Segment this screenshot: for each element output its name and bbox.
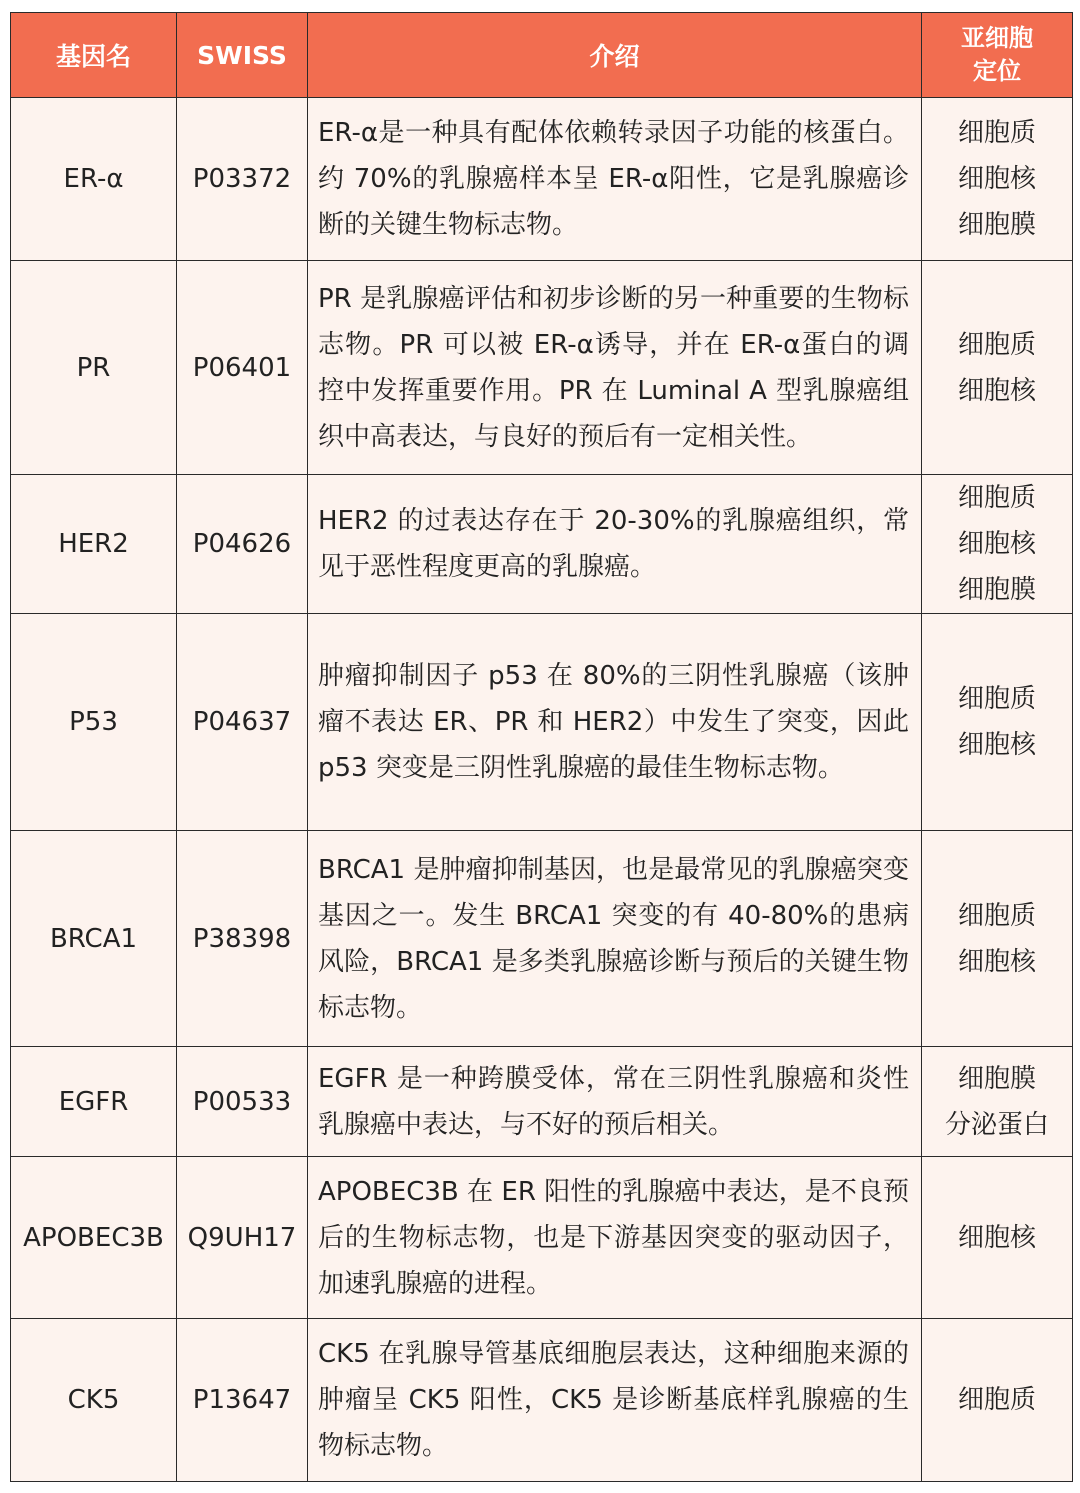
header-location (922, 13, 1073, 98)
description-cell: ER-α是一种具有配体依赖转录因子功能的核蛋白。约 70%的乳腺癌样本呈 ER-α阳性，它是乳腺癌诊断的关键生物标志物。 (308, 98, 922, 261)
header-row (11, 13, 1073, 98)
header-location-line2: 定位 (973, 57, 1021, 85)
swiss-cell: P13647 (177, 1319, 308, 1482)
location-item: 细胞核 (957, 730, 1036, 760)
table-row (11, 98, 1073, 261)
description-cell: CK5 在乳腺导管基底细胞层表达，这种细胞来源的肿瘤呈 CK5 阳性，CK5 是诊断基底样乳腺癌的生物标志物。 (308, 1319, 922, 1482)
location-cell (922, 98, 1073, 261)
description-cell: APOBEC3B 在 ER 阳性的乳腺癌中表达，是不良预后的生物标志物，也是下游基因突变的驱动因子，加速乳腺癌的进程。 (308, 1157, 922, 1319)
table-row (11, 1047, 1073, 1157)
header-location-line1: 亚细胞 (961, 24, 1033, 52)
location-item: 细胞核 (957, 529, 1036, 559)
header-intro: 介绍 (308, 13, 922, 98)
gene-cell: PR (11, 261, 177, 475)
location-item: 细胞质 (957, 684, 1036, 714)
swiss-cell: P03372 (177, 98, 308, 261)
location-cell (922, 261, 1073, 475)
swiss-cell: P04637 (177, 614, 308, 831)
gene-cell: HER2 (11, 475, 177, 614)
location-item: 细胞核 (957, 375, 1036, 406)
location-item: 细胞质 (957, 483, 1036, 513)
location-item: 细胞膜 (957, 575, 1036, 605)
description-cell: PR 是乳腺癌评估和初步诊断的另一种重要的生物标志物。PR 可以被 ER-α诱导，并在 ER-α蛋白的调控中发挥重要作用。PR 在 Luminal A 型乳腺癌组织中高表达，与良好的预后有一定相关性。 (308, 261, 922, 475)
table-row (11, 1157, 1073, 1319)
table-row (11, 831, 1073, 1047)
gene-table-container (10, 12, 1072, 1482)
location-cell (922, 614, 1073, 831)
swiss-cell: P00533 (177, 1047, 308, 1157)
table-row (11, 261, 1073, 475)
table-row (11, 614, 1073, 831)
gene-cell: CK5 (11, 1319, 177, 1482)
header-gene: 基因名 (11, 13, 177, 98)
description-cell: BRCA1 是肿瘤抑制基因，也是最常见的乳腺癌突变基因之一。发生 BRCA1 突变的有 40-80%的患病风险，BRCA1 是多类乳腺癌诊断与预后的关键生物标志物。 (308, 831, 922, 1047)
swiss-cell: P04626 (177, 475, 308, 614)
table-body (11, 98, 1073, 1482)
location-cell (922, 831, 1073, 1047)
swiss-cell: P06401 (177, 261, 308, 475)
gene-cell: BRCA1 (11, 831, 177, 1047)
location-item: 细胞质 (957, 329, 1036, 360)
table-row (11, 1319, 1073, 1482)
location-item: 细胞核 (957, 946, 1036, 977)
gene-cell: ER-α (11, 98, 177, 261)
location-cell (922, 1047, 1073, 1157)
location-cell (922, 1319, 1073, 1482)
gene-cell: EGFR (11, 1047, 177, 1157)
location-item: 细胞质 (957, 1385, 1036, 1415)
description-cell: 肿瘤抑制因子 p53 在 80%的三阴性乳腺癌（该肿瘤不表达 ER、PR 和 HER2）中发生了突变，因此 p53 突变是三阴性乳腺癌的最佳生物标志物。 (308, 614, 922, 831)
location-item: 细胞核 (957, 1222, 1036, 1253)
description-cell: HER2 的过表达存在于 20-30%的乳腺癌组织，常见于恶性程度更高的乳腺癌。 (308, 475, 922, 614)
swiss-cell: P38398 (177, 831, 308, 1047)
description-cell: EGFR 是一种跨膜受体，常在三阴性乳腺癌和炎性乳腺癌中表达，与不好的预后相关。 (308, 1047, 922, 1157)
gene-table (10, 12, 1073, 1482)
location-cell (922, 475, 1073, 614)
table-row (11, 475, 1073, 614)
location-item: 细胞质 (957, 900, 1036, 931)
gene-cell: APOBEC3B (11, 1157, 177, 1319)
location-item: 细胞核 (957, 164, 1036, 194)
location-cell (922, 1157, 1073, 1319)
gene-cell: P53 (11, 614, 177, 831)
header-swiss: SWISS (177, 13, 308, 98)
location-item: 细胞质 (957, 118, 1036, 148)
location-item: 分泌蛋白 (944, 1109, 1049, 1140)
swiss-cell: Q9UH17 (177, 1157, 308, 1319)
location-item: 细胞膜 (957, 1063, 1036, 1094)
location-item: 细胞膜 (957, 210, 1036, 240)
